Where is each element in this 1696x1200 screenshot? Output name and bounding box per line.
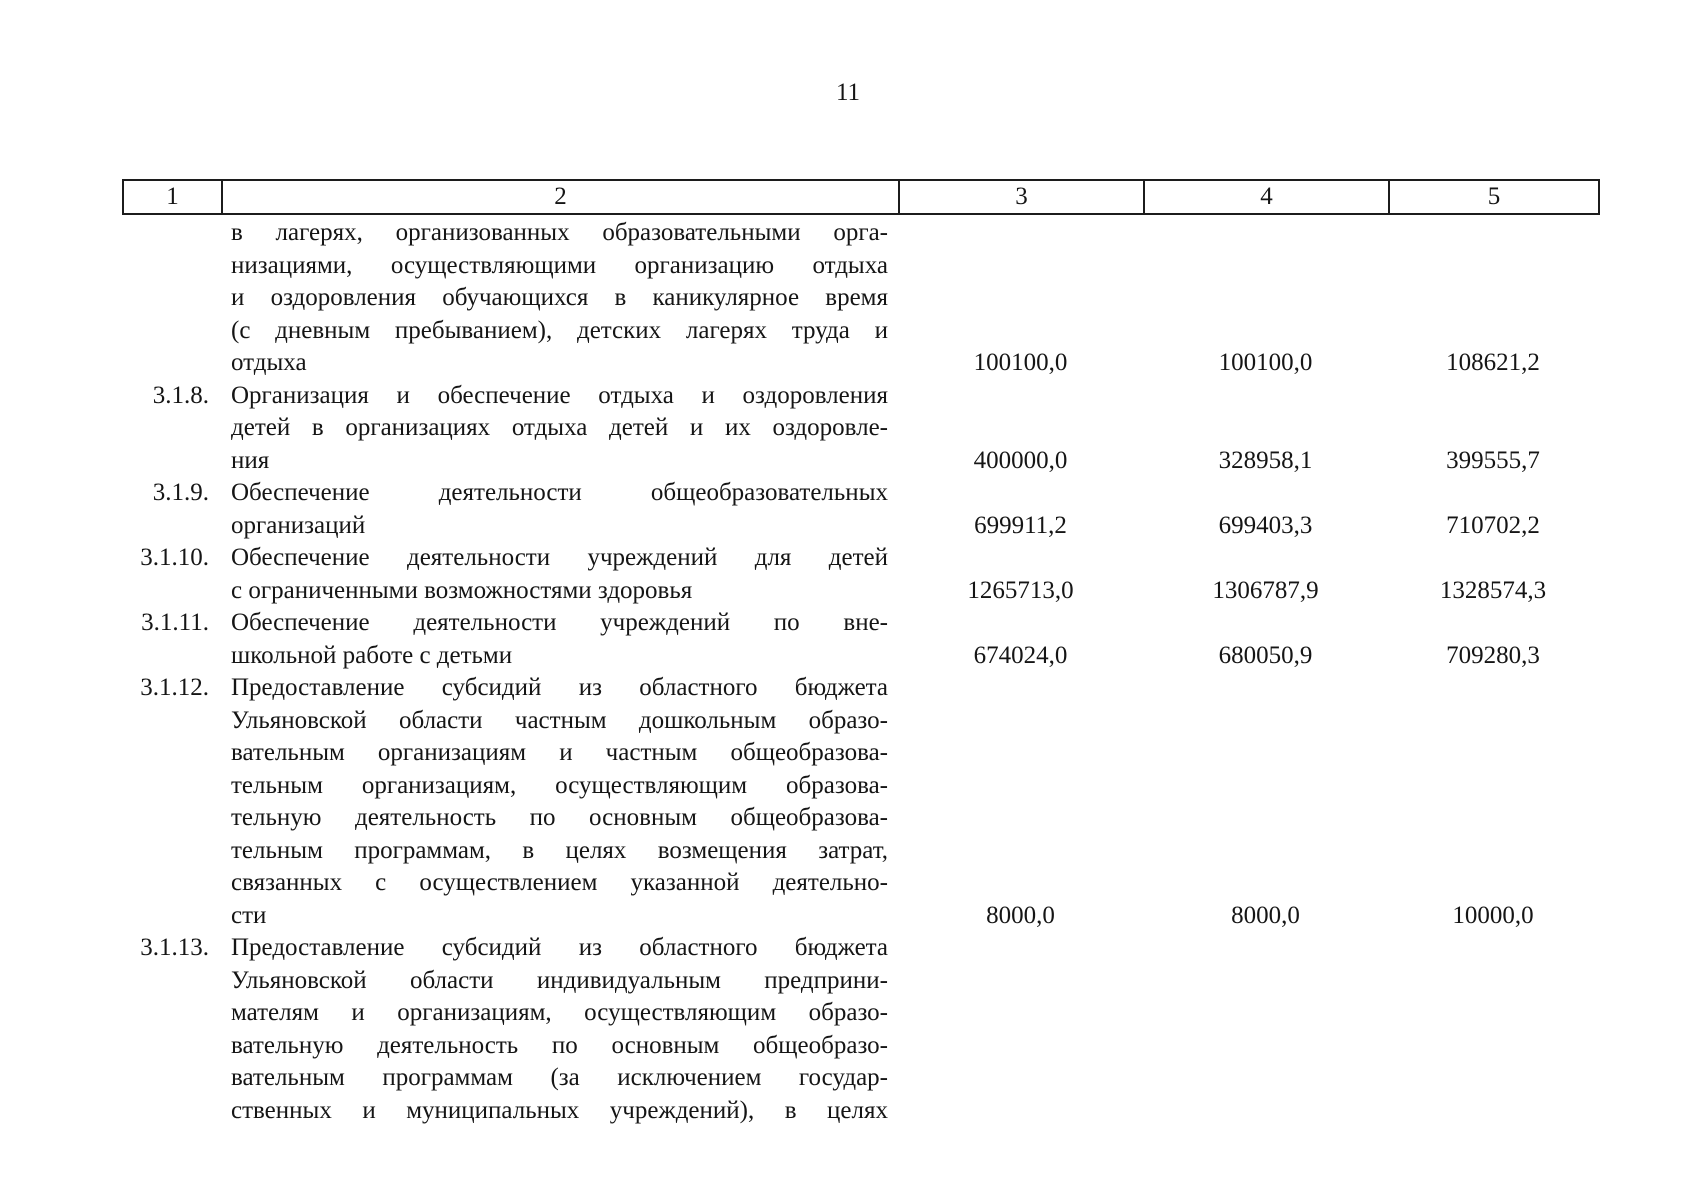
row-description [221, 672, 898, 932]
row-text-line: вательным программам (за исключением государ- [231, 1064, 888, 1091]
row-text-line: вательным организациям и частным общеобразова- [231, 739, 888, 766]
table-body [122, 217, 1598, 1127]
row-text-line: вательную деятельность по основным общеобразо- [231, 1031, 888, 1059]
value-col-3: 8000,0 [986, 901, 1055, 929]
value-col-3: 674024,0 [973, 641, 1068, 669]
row-code: 3.1.13. [140, 934, 209, 961]
row-text-line: и оздоровления обучающихся в каникулярное время [231, 284, 888, 311]
value-col-5: 108621,2 [1446, 349, 1540, 376]
row-text-line: с ограниченными возможностями здоровья [231, 576, 693, 604]
value-col-5: 710702,2 [1446, 511, 1540, 539]
value-col-4: 680050,9 [1218, 641, 1313, 669]
row-text-line: Ульяновской области частным дошкольным образо- [231, 706, 888, 734]
row-text-line: тельным организациям, осуществляющим образова- [231, 771, 888, 799]
budget-table [122, 179, 1598, 1127]
value-col-3: 400000,0 [973, 446, 1068, 474]
row-description [221, 542, 898, 607]
row-text-line: ния [231, 446, 270, 474]
row-text-line: в лагерях, организованных образовательными орга- [231, 219, 888, 246]
row-text-line: Предоставление субсидий из областного бюджета [231, 674, 888, 701]
row-text-line: связанных с осуществлением указанной деятельно- [231, 869, 888, 896]
value-col-5: 10000,0 [1452, 901, 1534, 929]
row-description [221, 607, 898, 672]
row-code: 3.1.8. [152, 381, 209, 409]
header-col-3: 3 [899, 180, 1144, 214]
row-description [221, 217, 898, 380]
row-text-line: школьной работе с детьми [231, 641, 513, 669]
page-number: 11 [835, 79, 861, 106]
header-row [123, 180, 1599, 214]
header-col-4: 4 [1144, 180, 1389, 214]
row-text-line: Обеспечение деятельности общеобразовательных [231, 479, 888, 506]
value-col-4: 100100,0 [1218, 349, 1313, 376]
row-code: 3.1.12. [140, 674, 209, 701]
row-code: 3.1.11. [141, 609, 209, 636]
row-text-line: мателям и организациям, осуществляющим образо- [231, 999, 888, 1026]
row-description [221, 380, 898, 478]
row-code [122, 217, 221, 380]
row-text-line: Обеспечение деятельности учреждений по вне- [231, 609, 888, 636]
row-text-line: низациями, осуществляющими организацию отдыха [231, 251, 888, 279]
row-text-line: тельным программам, в целях возмещения затрат, [231, 836, 888, 864]
row-text-line: сти [231, 901, 267, 929]
row-text-line: Организация и обеспечение отдыха и оздоровления [231, 381, 888, 409]
table-row [122, 607, 1598, 672]
table-header [122, 179, 1600, 215]
value-col-4: 8000,0 [1231, 901, 1300, 929]
value-col-4: 1306787,9 [1212, 576, 1319, 604]
value-col-5: 1328574,3 [1439, 576, 1547, 604]
value-col-3: 100100,0 [973, 349, 1068, 376]
table-row [122, 542, 1598, 607]
table-row [122, 380, 1598, 478]
value-col-4 [1143, 932, 1388, 1127]
header-col-5: 5 [1389, 180, 1599, 214]
row-text-line: отдыха [231, 349, 307, 376]
row-code: 3.1.9. [152, 479, 209, 506]
row-text-line: Обеспечение деятельности учреждений для детей [231, 544, 888, 571]
value-col-3: 1265713,0 [967, 576, 1074, 604]
row-text-line: (с дневным пребыванием), детских лагерях труда и [231, 316, 888, 344]
value-col-3: 699911,2 [974, 511, 1067, 539]
table-row [122, 477, 1598, 542]
row-text-line: организаций [231, 511, 366, 539]
table-row [122, 672, 1598, 932]
row-code: 3.1.10. [140, 544, 209, 571]
row-text-line: ственных и муниципальных учреждений), в целях [231, 1096, 888, 1124]
header-col-2: 2 [222, 180, 899, 214]
table-row [122, 217, 1598, 380]
value-col-4: 328958,1 [1218, 446, 1313, 474]
value-col-5 [1388, 932, 1598, 1127]
row-description [221, 477, 898, 542]
row-description [221, 932, 898, 1127]
table-row [122, 932, 1598, 1127]
value-col-3 [898, 932, 1143, 1127]
row-text-line: детей в организациях отдыха детей и их оздоровле- [231, 414, 888, 441]
row-text-line: тельную деятельность по основным общеобразова- [231, 804, 888, 831]
value-col-4: 699403,3 [1218, 511, 1313, 539]
value-col-5: 399555,7 [1446, 446, 1540, 474]
value-col-5: 709280,3 [1446, 641, 1540, 669]
row-text-line: Ульяновской области индивидуальным предприни- [231, 966, 888, 994]
row-text-line: Предоставление субсидий из областного бюджета [231, 934, 888, 961]
header-col-1: 1 [123, 180, 222, 214]
